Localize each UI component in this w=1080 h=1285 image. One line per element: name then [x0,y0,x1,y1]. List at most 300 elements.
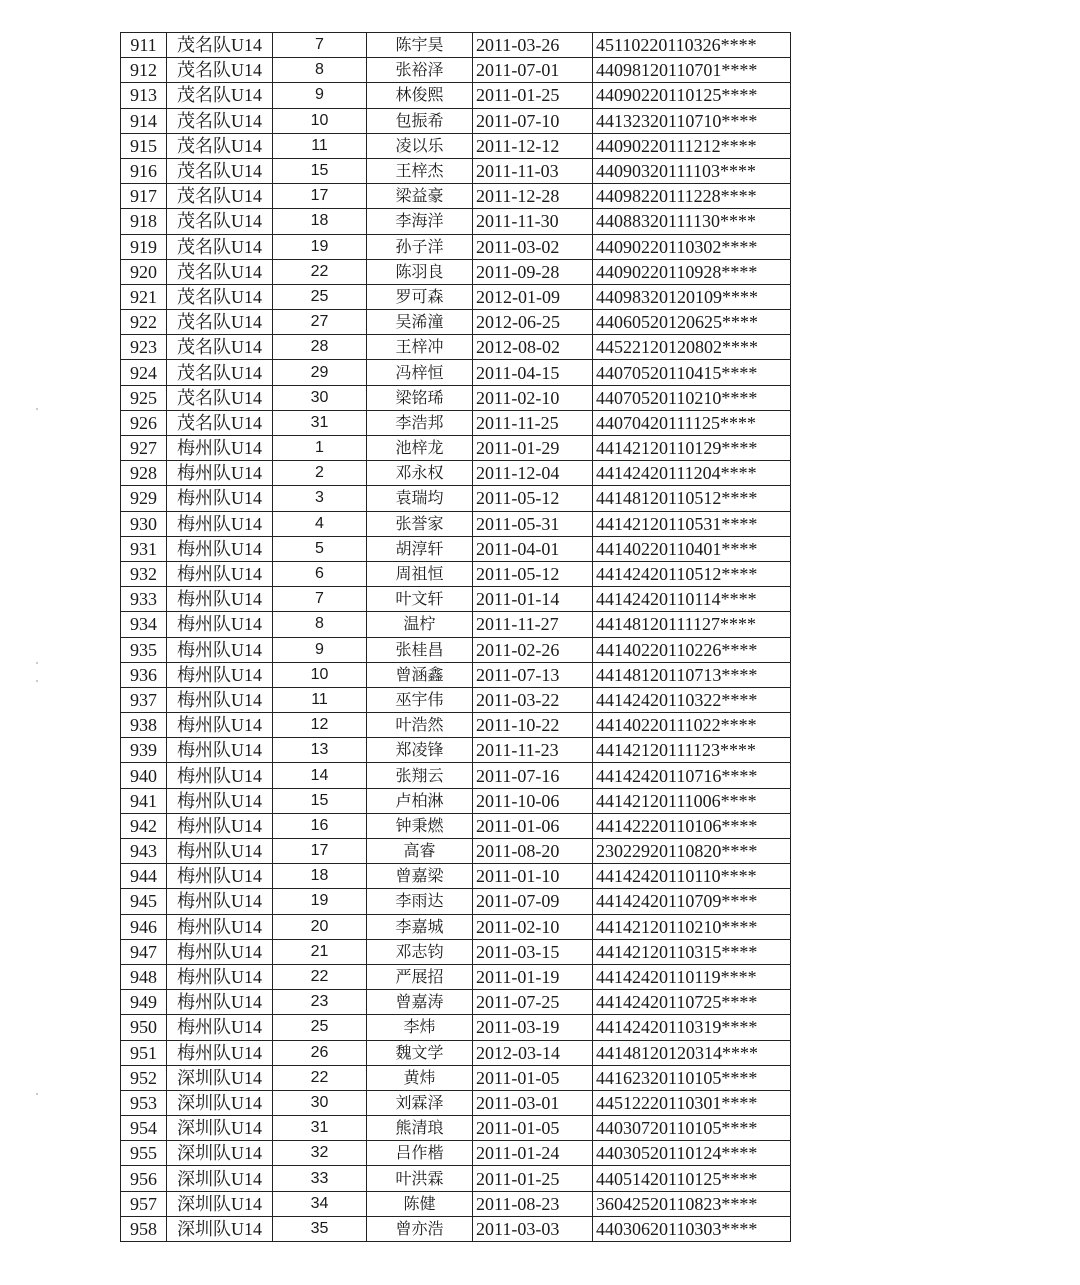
jersey-number-cell: 15 [273,158,367,183]
player-name-cell: 李炜 [367,1015,473,1040]
birth-date-cell: 2011-01-05 [473,1065,593,1090]
id-number-cell: 44142120110129**** [593,436,791,461]
birth-date-cell: 2011-04-15 [473,360,593,385]
id-number-cell: 44090220110302**** [593,234,791,259]
jersey-number-cell: 4 [273,511,367,536]
team-name-cell: 深圳队U14 [167,1166,273,1191]
jersey-number-cell: 10 [273,662,367,687]
jersey-number-cell: 15 [273,788,367,813]
id-number-cell: 44142420110114**** [593,587,791,612]
birth-date-cell: 2011-02-26 [473,637,593,662]
team-name-cell: 梅州队U14 [167,864,273,889]
birth-date-cell: 2011-05-31 [473,511,593,536]
team-name-cell: 茂名队U14 [167,184,273,209]
jersey-number-cell: 9 [273,637,367,662]
jersey-number-cell: 1 [273,436,367,461]
row-number-cell: 953 [121,1090,167,1115]
jersey-number-cell: 6 [273,561,367,586]
jersey-number-cell: 35 [273,1216,367,1241]
jersey-number-cell: 9 [273,83,367,108]
row-number-cell: 946 [121,914,167,939]
row-number-cell: 945 [121,889,167,914]
team-name-cell: 梅州队U14 [167,713,273,738]
row-number-cell: 911 [121,33,167,58]
birth-date-cell: 2011-07-16 [473,763,593,788]
id-number-cell: 44090220110928**** [593,259,791,284]
birth-date-cell: 2011-03-01 [473,1090,593,1115]
id-number-cell: 44090220110125**** [593,83,791,108]
team-name-cell: 梅州队U14 [167,687,273,712]
table-row [121,788,791,813]
id-number-cell: 44098120110701**** [593,58,791,83]
team-name-cell: 梅州队U14 [167,637,273,662]
row-number-cell: 947 [121,939,167,964]
jersey-number-cell: 28 [273,335,367,360]
team-name-cell: 梅州队U14 [167,1040,273,1065]
team-name-cell: 茂名队U14 [167,83,273,108]
player-name-cell: 凌以乐 [367,133,473,158]
jersey-number-cell: 34 [273,1191,367,1216]
id-number-cell: 44140220111022**** [593,713,791,738]
jersey-number-cell: 30 [273,1090,367,1115]
id-number-cell: 44142120110315**** [593,939,791,964]
team-name-cell: 梅州队U14 [167,1015,273,1040]
row-number-cell: 929 [121,486,167,511]
team-name-cell: 深圳队U14 [167,1216,273,1241]
team-name-cell: 茂名队U14 [167,284,273,309]
birth-date-cell: 2011-11-27 [473,612,593,637]
birth-date-cell: 2012-06-25 [473,310,593,335]
player-name-cell: 袁瑞均 [367,486,473,511]
player-name-cell: 陈健 [367,1191,473,1216]
birth-date-cell: 2011-02-10 [473,914,593,939]
jersey-number-cell: 29 [273,360,367,385]
id-number-cell: 44512220110301**** [593,1090,791,1115]
birth-date-cell: 2011-11-25 [473,410,593,435]
birth-date-cell: 2011-01-29 [473,436,593,461]
row-number-cell: 955 [121,1141,167,1166]
id-number-cell: 44140220110226**** [593,637,791,662]
jersey-number-cell: 2 [273,461,367,486]
player-name-cell: 周祖恒 [367,561,473,586]
id-number-cell: 44030720110105**** [593,1116,791,1141]
player-name-cell: 温柠 [367,612,473,637]
row-number-cell: 915 [121,133,167,158]
table-row [121,1141,791,1166]
row-number-cell: 924 [121,360,167,385]
row-number-cell: 934 [121,612,167,637]
table-row [121,964,791,989]
row-number-cell: 916 [121,158,167,183]
player-name-cell: 罗可森 [367,284,473,309]
table-row [121,486,791,511]
id-number-cell: 44148120120314**** [593,1040,791,1065]
player-name-cell: 王梓杰 [367,158,473,183]
row-number-cell: 923 [121,335,167,360]
player-name-cell: 李嘉城 [367,914,473,939]
player-name-cell: 曾嘉涛 [367,990,473,1015]
jersey-number-cell: 10 [273,108,367,133]
team-name-cell: 茂名队U14 [167,259,273,284]
row-number-cell: 935 [121,637,167,662]
jersey-number-cell: 31 [273,1116,367,1141]
jersey-number-cell: 7 [273,33,367,58]
id-number-cell: 44142420110110**** [593,864,791,889]
id-number-cell: 44088320111130**** [593,209,791,234]
table-row [121,561,791,586]
table-row [121,813,791,838]
id-number-cell: 44142420110716**** [593,763,791,788]
id-number-cell: 44030520110124**** [593,1141,791,1166]
team-name-cell: 茂名队U14 [167,410,273,435]
roster-table-body [121,33,791,1242]
row-number-cell: 944 [121,864,167,889]
player-name-cell: 钟秉燃 [367,813,473,838]
row-number-cell: 931 [121,536,167,561]
player-name-cell: 郑凌锋 [367,738,473,763]
table-row [121,1015,791,1040]
birth-date-cell: 2011-10-22 [473,713,593,738]
id-number-cell: 23022920110820**** [593,839,791,864]
table-row [121,738,791,763]
jersey-number-cell: 33 [273,1166,367,1191]
jersey-number-cell: 22 [273,259,367,284]
team-name-cell: 茂名队U14 [167,360,273,385]
id-number-cell: 44090320111103**** [593,158,791,183]
id-number-cell: 44148120110713**** [593,662,791,687]
team-name-cell: 梅州队U14 [167,662,273,687]
birth-date-cell: 2011-01-10 [473,864,593,889]
jersey-number-cell: 8 [273,612,367,637]
row-number-cell: 925 [121,385,167,410]
id-number-cell: 44142120110210**** [593,914,791,939]
table-row [121,939,791,964]
player-name-cell: 冯梓恒 [367,360,473,385]
player-name-cell: 王梓冲 [367,335,473,360]
id-number-cell: 44142420110319**** [593,1015,791,1040]
id-number-cell: 44098220111228**** [593,184,791,209]
id-number-cell: 36042520110823**** [593,1191,791,1216]
birth-date-cell: 2011-08-23 [473,1191,593,1216]
id-number-cell: 44098320120109**** [593,284,791,309]
id-number-cell: 44070420111125**** [593,410,791,435]
team-name-cell: 梅州队U14 [167,461,273,486]
jersey-number-cell: 11 [273,133,367,158]
birth-date-cell: 2011-10-06 [473,788,593,813]
row-number-cell: 918 [121,209,167,234]
table-row [121,1116,791,1141]
jersey-number-cell: 13 [273,738,367,763]
player-name-cell: 张翔云 [367,763,473,788]
table-row [121,335,791,360]
table-row [121,1090,791,1115]
table-row [121,58,791,83]
table-row [121,234,791,259]
jersey-number-cell: 16 [273,813,367,838]
birth-date-cell: 2012-08-02 [473,335,593,360]
jersey-number-cell: 17 [273,839,367,864]
player-name-cell: 李浩邦 [367,410,473,435]
row-number-cell: 922 [121,310,167,335]
birth-date-cell: 2011-03-15 [473,939,593,964]
jersey-number-cell: 27 [273,310,367,335]
row-number-cell: 939 [121,738,167,763]
team-name-cell: 茂名队U14 [167,133,273,158]
birth-date-cell: 2011-01-05 [473,1116,593,1141]
row-number-cell: 937 [121,687,167,712]
birth-date-cell: 2011-12-12 [473,133,593,158]
team-name-cell: 茂名队U14 [167,335,273,360]
row-number-cell: 958 [121,1216,167,1241]
birth-date-cell: 2011-03-02 [473,234,593,259]
jersey-number-cell: 22 [273,964,367,989]
jersey-number-cell: 26 [273,1040,367,1065]
table-row [121,1166,791,1191]
jersey-number-cell: 7 [273,587,367,612]
birth-date-cell: 2011-03-26 [473,33,593,58]
birth-date-cell: 2011-11-30 [473,209,593,234]
team-name-cell: 梅州队U14 [167,612,273,637]
table-row [121,259,791,284]
player-name-cell: 李海洋 [367,209,473,234]
birth-date-cell: 2011-01-25 [473,83,593,108]
player-name-cell: 邓永权 [367,461,473,486]
table-row [121,436,791,461]
table-row [121,864,791,889]
row-number-cell: 926 [121,410,167,435]
jersey-number-cell: 17 [273,184,367,209]
table-row [121,1040,791,1065]
table-row [121,108,791,133]
birth-date-cell: 2011-01-14 [473,587,593,612]
table-row [121,763,791,788]
row-number-cell: 913 [121,83,167,108]
jersey-number-cell: 14 [273,763,367,788]
birth-date-cell: 2011-08-20 [473,839,593,864]
id-number-cell: 44051420110125**** [593,1166,791,1191]
birth-date-cell: 2011-03-03 [473,1216,593,1241]
team-name-cell: 梅州队U14 [167,788,273,813]
player-name-cell: 吴浠潼 [367,310,473,335]
team-name-cell: 深圳队U14 [167,1116,273,1141]
id-number-cell: 44142420110119**** [593,964,791,989]
player-name-cell: 梁铭琋 [367,385,473,410]
jersey-number-cell: 11 [273,687,367,712]
birth-date-cell: 2011-07-10 [473,108,593,133]
player-name-cell: 陈羽良 [367,259,473,284]
roster-table [120,32,791,1242]
table-row [121,839,791,864]
id-number-cell: 44142420110725**** [593,990,791,1015]
jersey-number-cell: 25 [273,284,367,309]
row-number-cell: 914 [121,108,167,133]
player-name-cell: 卢柏淋 [367,788,473,813]
id-number-cell: 44142120110531**** [593,511,791,536]
team-name-cell: 深圳队U14 [167,1191,273,1216]
row-number-cell: 912 [121,58,167,83]
table-row [121,410,791,435]
table-row [121,461,791,486]
team-name-cell: 梅州队U14 [167,813,273,838]
birth-date-cell: 2011-01-06 [473,813,593,838]
team-name-cell: 深圳队U14 [167,1090,273,1115]
row-number-cell: 950 [121,1015,167,1040]
birth-date-cell: 2011-01-19 [473,964,593,989]
team-name-cell: 茂名队U14 [167,108,273,133]
birth-date-cell: 2011-01-25 [473,1166,593,1191]
jersey-number-cell: 18 [273,209,367,234]
birth-date-cell: 2011-11-23 [473,738,593,763]
table-row [121,33,791,58]
player-name-cell: 高睿 [367,839,473,864]
row-number-cell: 921 [121,284,167,309]
player-name-cell: 曾亦浩 [367,1216,473,1241]
jersey-number-cell: 22 [273,1065,367,1090]
row-number-cell: 932 [121,561,167,586]
table-row [121,385,791,410]
jersey-number-cell: 19 [273,234,367,259]
id-number-cell: 44142220110106**** [593,813,791,838]
player-name-cell: 张桂昌 [367,637,473,662]
row-number-cell: 933 [121,587,167,612]
table-row [121,536,791,561]
id-number-cell: 44060520120625**** [593,310,791,335]
table-row [121,184,791,209]
id-number-cell: 44090220111212**** [593,133,791,158]
row-number-cell: 952 [121,1065,167,1090]
row-number-cell: 920 [121,259,167,284]
team-name-cell: 梅州队U14 [167,839,273,864]
birth-date-cell: 2011-03-22 [473,687,593,712]
birth-date-cell: 2011-07-25 [473,990,593,1015]
table-row [121,914,791,939]
birth-date-cell: 2012-01-09 [473,284,593,309]
table-row [121,1216,791,1241]
row-number-cell: 941 [121,788,167,813]
id-number-cell: 44142420110512**** [593,561,791,586]
jersey-number-cell: 21 [273,939,367,964]
player-name-cell: 刘霖泽 [367,1090,473,1115]
row-number-cell: 942 [121,813,167,838]
team-name-cell: 茂名队U14 [167,209,273,234]
player-name-cell: 孙子洋 [367,234,473,259]
jersey-number-cell: 12 [273,713,367,738]
table-row [121,83,791,108]
birth-date-cell: 2011-01-24 [473,1141,593,1166]
row-number-cell: 936 [121,662,167,687]
row-number-cell: 927 [121,436,167,461]
birth-date-cell: 2011-07-01 [473,58,593,83]
row-number-cell: 917 [121,184,167,209]
row-number-cell: 949 [121,990,167,1015]
table-row [121,310,791,335]
team-name-cell: 梅州队U14 [167,763,273,788]
team-name-cell: 梅州队U14 [167,738,273,763]
player-name-cell: 叶洪霖 [367,1166,473,1191]
id-number-cell: 44142420110322**** [593,687,791,712]
team-name-cell: 梅州队U14 [167,889,273,914]
player-name-cell: 张裕泽 [367,58,473,83]
jersey-number-cell: 18 [273,864,367,889]
table-row [121,587,791,612]
team-name-cell: 梅州队U14 [167,561,273,586]
player-name-cell: 胡淳轩 [367,536,473,561]
birth-date-cell: 2011-07-13 [473,662,593,687]
id-number-cell: 44522120120802**** [593,335,791,360]
birth-date-cell: 2011-09-28 [473,259,593,284]
id-number-cell: 44142420111204**** [593,461,791,486]
row-number-cell: 957 [121,1191,167,1216]
table-row [121,1191,791,1216]
team-name-cell: 茂名队U14 [167,58,273,83]
row-number-cell: 938 [121,713,167,738]
team-name-cell: 深圳队U14 [167,1141,273,1166]
jersey-number-cell: 23 [273,990,367,1015]
player-name-cell: 林俊熙 [367,83,473,108]
player-name-cell: 张誉家 [367,511,473,536]
birth-date-cell: 2011-12-04 [473,461,593,486]
player-name-cell: 邓志钧 [367,939,473,964]
player-name-cell: 曾涵鑫 [367,662,473,687]
jersey-number-cell: 8 [273,58,367,83]
table-row [121,511,791,536]
id-number-cell: 44142420110709**** [593,889,791,914]
player-name-cell: 梁益豪 [367,184,473,209]
table-row [121,637,791,662]
id-number-cell: 44132320110710**** [593,108,791,133]
table-row [121,158,791,183]
jersey-number-cell: 25 [273,1015,367,1040]
player-name-cell: 叶浩然 [367,713,473,738]
birth-date-cell: 2011-12-28 [473,184,593,209]
player-name-cell: 严展招 [367,964,473,989]
table-row [121,612,791,637]
row-number-cell: 948 [121,964,167,989]
id-number-cell: 44142120111123**** [593,738,791,763]
jersey-number-cell: 32 [273,1141,367,1166]
birth-date-cell: 2011-05-12 [473,486,593,511]
id-number-cell: 44148120111127**** [593,612,791,637]
team-name-cell: 梅州队U14 [167,536,273,561]
team-name-cell: 深圳队U14 [167,1065,273,1090]
player-name-cell: 熊清琅 [367,1116,473,1141]
row-number-cell: 930 [121,511,167,536]
team-name-cell: 茂名队U14 [167,33,273,58]
jersey-number-cell: 5 [273,536,367,561]
jersey-number-cell: 19 [273,889,367,914]
jersey-number-cell: 3 [273,486,367,511]
row-number-cell: 954 [121,1116,167,1141]
id-number-cell: 44162320110105**** [593,1065,791,1090]
team-name-cell: 梅州队U14 [167,511,273,536]
birth-date-cell: 2011-04-01 [473,536,593,561]
player-name-cell: 陈宇昊 [367,33,473,58]
row-number-cell: 943 [121,839,167,864]
table-row [121,360,791,385]
birth-date-cell: 2011-11-03 [473,158,593,183]
table-row [121,133,791,158]
id-number-cell: 44030620110303**** [593,1216,791,1241]
table-row [121,889,791,914]
table-row [121,990,791,1015]
row-number-cell: 928 [121,461,167,486]
id-number-cell: 44070520110415**** [593,360,791,385]
id-number-cell: 44142120111006**** [593,788,791,813]
table-row [121,687,791,712]
id-number-cell: 44070520110210**** [593,385,791,410]
table-row [121,1065,791,1090]
table-row [121,662,791,687]
